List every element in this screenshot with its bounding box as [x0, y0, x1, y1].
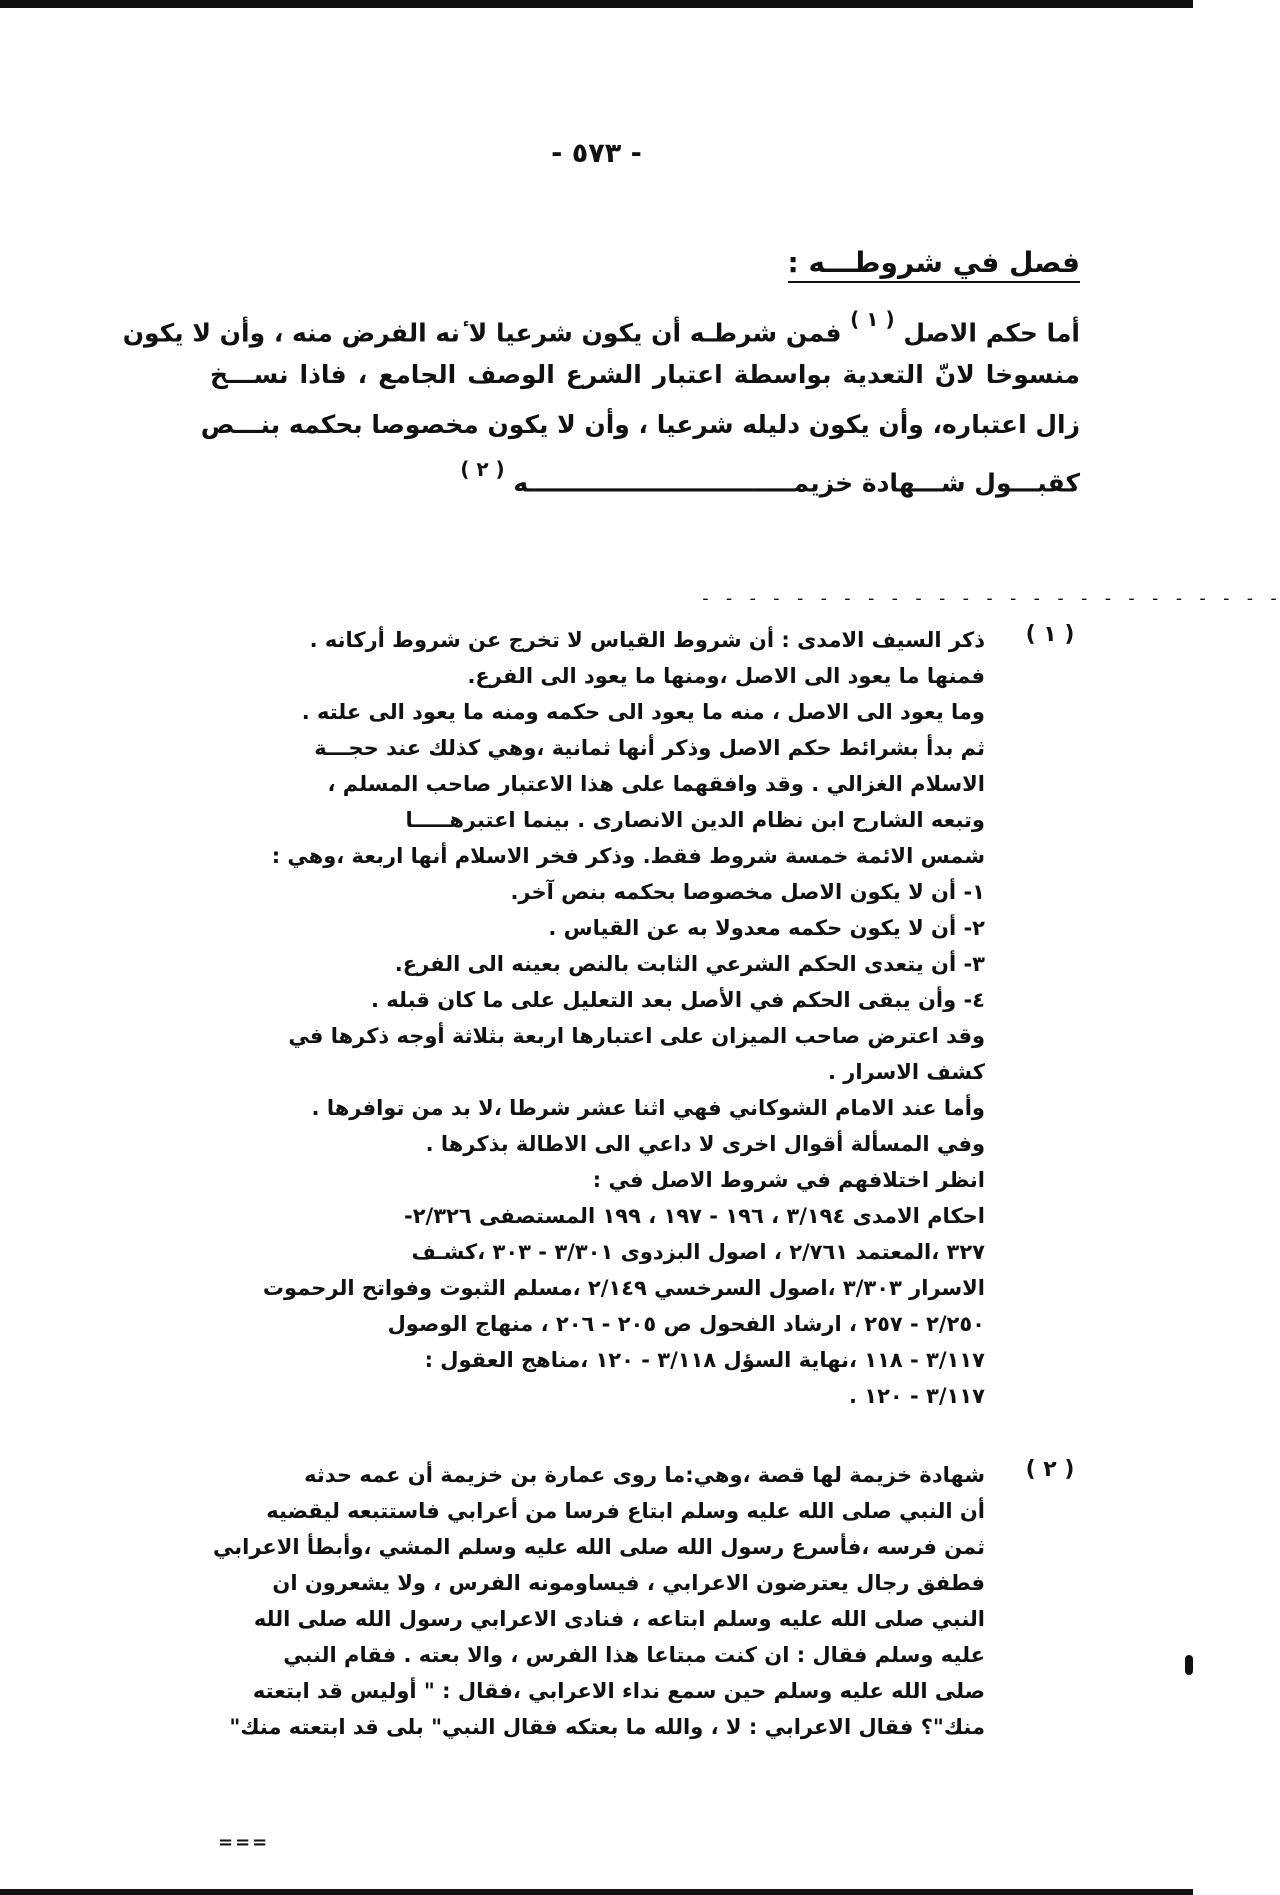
main-line: [210, 350, 1080, 400]
main-line: [210, 450, 1080, 500]
footnote-line: الاسرار ٣/٣٠٣ ،اصول السرخسي ٢/١٤٩ ،مسلم الثبوت وفواتح الرحموت: [262, 1276, 985, 1300]
footnote-line: وتبعه الشارح ابن نظام الدين الانصارى . بينما اعتبرهـــــا: [405, 808, 985, 832]
footnote-body: [110, 1457, 985, 1745]
footnote-line: فطفق رجال يعترضون الاعرابي ، فيساومونه الفرس ، ولا يشعرون ان: [272, 1571, 985, 1595]
footnote-line: احكام الامدى ٣/١٩٤ ، ١٩٦ - ١٩٧ ، ١٩٩ المستصفى ٢/٣٢٦-: [404, 1204, 985, 1228]
footnote-line: أن النبي صلى الله عليه وسلم ابتاع فرسا من أعرابي فاستتبعه ليقضيه: [266, 1499, 985, 1523]
section-heading: فصل في شروطـــه :: [788, 246, 1080, 283]
footnote-line: ٢/٢٥٠ - ٢٥٧ ، ارشاد الفحول ص ٢٠٥ - ٢٠٦ ، منهاج الوصول: [387, 1312, 985, 1336]
footnote-line: وأما عند الامام الشوكاني فهي اثنا عشر شرطا ،لا بد من توافرها .: [311, 1096, 985, 1120]
footnote-line: وفي المسألة أقوال اخرى لا داعي الى الاطالة بذكرها .: [425, 1132, 985, 1156]
footnote-ref: ( ٢ ): [460, 457, 505, 481]
footnote-separator: - - - - - - - - - - - - - - - - - - - - - - - - -: [700, 588, 1280, 609]
footnote-line: منك"؟ فقال الاعرابي : لا ، والله ما بعتكه فقال النبي" بلى قد ابتعته منك": [229, 1715, 985, 1739]
top-edge-rule: [0, 0, 1193, 8]
footnote-marker: ( ٢ ): [1025, 1457, 1075, 1482]
footnote-line: ٣/١١٧ - ١١٨ ،نهاية السؤل ٣/١١٨ - ١٢٠ ،مناهج العقول :: [424, 1348, 985, 1372]
main-line-text: زال اعتباره، وأن يكون دليله شرعيا ، وأن لا يكون مخصوصا بحكمه بنـــص: [200, 410, 1080, 439]
scan-binding-mark: [1185, 1655, 1193, 1675]
footnote-line: شهادة خزيمة لها قصة ،وهي:ما روى عمارة بن خزيمة أن عمه حدثه: [304, 1463, 985, 1487]
footnote-1: [110, 622, 1080, 1414]
main-line: [122, 300, 1080, 350]
bottom-edge-rule: [0, 1889, 1193, 1895]
footnote-line: وما يعود الى الاصل ، منه ما يعود الى حكمه ومنه ما يعود الى علته .: [301, 700, 985, 724]
footnote-line: الاسلام الغزالي . وقد وافقهما على هذا الاعتبار صاحب المسلم ،: [327, 772, 985, 796]
footnote-body: [110, 622, 985, 1414]
footnote-line: النبي صلى الله عليه وسلم ابتاعه ، فنادى الاعرابي رسول الله صلى الله: [253, 1607, 985, 1631]
footnote-line: ثم بدأ بشرائط حكم الاصل وذكر أنها ثمانية ،وهي كذلك عند حجـــة: [314, 736, 985, 760]
footnote-2: [110, 1457, 1080, 1745]
footnote-line: عليه وسلم فقال : ان كنت مبتاعا هذا الفرس ، والا بعته . فقام النبي: [283, 1643, 985, 1667]
footnote-line: ١- أن لا يكون الاصل مخصوصا بحكمه بنص آخر.: [510, 880, 985, 904]
main-line-text: أما حكم الاصل: [903, 318, 1080, 348]
footnote-line: كشف الاسرار .: [827, 1060, 985, 1084]
footnote-line: صلى الله عليه وسلم حين سمع نداء الاعرابي ،فقال : " أوليس قد ابتعته: [252, 1679, 985, 1703]
footnote-line: وقد اعترض صاحب الميزان على اعتبارها اربعة بثلاثة أوجه ذكرها في: [288, 1024, 985, 1048]
main-line-text: كقبـــول شـــهادة خزيمـــــــــــــــــــــــــــــــه: [513, 468, 1080, 498]
footnote-line: ثمن فرسه ،فأسرع رسول الله صلى الله عليه وسلم المشي ،وأبطأ الاعرابي: [213, 1535, 985, 1559]
main-text: [122, 300, 1080, 500]
end-mark: ===: [218, 1832, 270, 1853]
footnote-line: شمس الائمة خمسة شروط فقط. وذكر فخر الاسلام أنها اربعة ،وهي :: [271, 844, 985, 868]
main-line-text: منسوخا لانّ التعدية بواسطة اعتبار الشرع الوصف الجامع ، فاذا نســـخ: [210, 360, 1080, 389]
main-line: [200, 400, 1080, 450]
footnote-line: ذكر السيف الامدى : أن شروط القياس لا تخرج عن شروط أركانه .: [309, 628, 985, 652]
footnote-marker: ( ١ ): [1025, 622, 1075, 647]
footnote-line: ٤- وأن يبقى الحكم في الأصل بعد التعليل على ما كان قبله .: [371, 988, 985, 1012]
footnote-line: انظر اختلافهم في شروط الاصل في :: [592, 1168, 985, 1192]
page-number: - ٥٧٣ -: [551, 138, 642, 169]
footnote-line: ٣/١١٧ - ١٢٠ .: [848, 1384, 985, 1408]
main-line-text: فمن شرطـه أن يكون شرعيا لا ٔنه الفرض منه ، وأن لا يكون: [122, 318, 842, 348]
footnote-ref: ( ١ ): [850, 307, 895, 331]
footnote-line: فمنها ما يعود الى الاصل ،ومنها ما يعود الى الفرع.: [467, 664, 985, 688]
footnote-line: ٣- أن يتعدى الحكم الشرعي الثابت بالنص بعينه الى الفرع.: [394, 952, 985, 976]
footnote-line: ٢- أن لا يكون حكمه معدولا به عن القياس .: [548, 916, 985, 940]
footnote-line: ٣٢٧ ،المعتمد ٢/٧٦١ ، اصول البزدوى ٣/٣٠١ - ٣٠٣ ،كشـف: [411, 1240, 985, 1264]
